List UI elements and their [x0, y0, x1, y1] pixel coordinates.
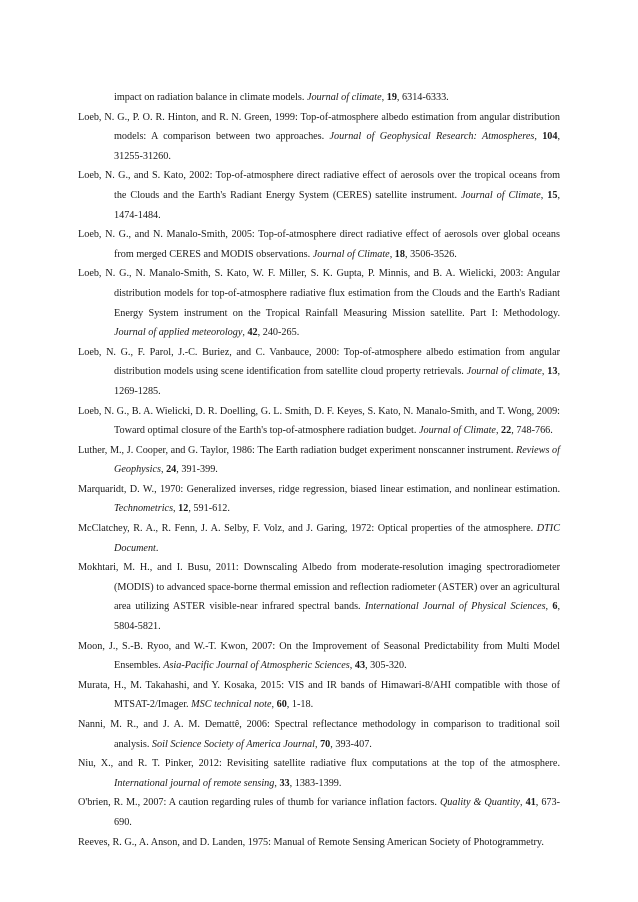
reference-text: Reeves, R. G., A. Anson, and D. Landen, 1975: Manual of Remote Sensing American Society of Photogrammetry.	[78, 836, 544, 848]
journal-name: Quality & Quantity	[439, 797, 521, 809]
page-range: , 591-612.	[188, 503, 230, 515]
reference-text: O'brien, R. M., 2007: A caution regarding rules of thumb for variance inflation factors.	[78, 797, 440, 809]
page-range: , 1474-1484.	[114, 189, 561, 221]
volume-number: 41	[525, 797, 536, 809]
page-range: , 31255-31260.	[114, 131, 561, 162]
page-range: , 1269-1285.	[114, 366, 561, 397]
journal-name: Asia-Pacific Journal of Atmospheric Sciences	[163, 660, 350, 672]
page-range: , 240-265.	[257, 327, 300, 339]
journal-name: Journal of Geophysical Research: Atmospheres	[329, 131, 535, 143]
reference-entry: Loeb, N. G., and N. Manalo-Smith, 2005: Top-of-atmosphere direct radiative effect of aerosols over global oceans from merged CERES and MODIS observations. Journal of Climate, 18, 3506-3526.	[78, 229, 560, 260]
reference-text: Loeb, N. G., F. Parol, J.-C. Buriez, and C. Vanbauce, 2000: Top-of-atmosphere albedo estimation from angular distribution models using scene identification from satellite cloud property retrievals.	[78, 346, 560, 378]
reference-text: Niu, X., and R. T. Pinker, 2012: Revisiting satellite radiative flux computations at the top of the atmosphere.	[78, 758, 560, 770]
reference-text: Loeb, N. G., N. Manalo-Smith, S. Kato, W. F. Miller, S. K. Gupta, P. Minnis, and B. A. Wielicki, 2003: Angular distribution models for top-of-atmosphere radiative flux estimation from the Clouds and the Earth's Radiant Energy System instrument on the Tropical Rainfall Measuring Mission satellite. Part I: Methodology.	[78, 268, 560, 319]
reference-text: Murata, H., M. Takahashi, and Y. Kosaka, 2015: VIS and IR bands of Himawari-8/AHI compatible with those of MTSAT-2/Imager.	[78, 679, 560, 711]
reference-text: Loeb, N. G., B. A. Wielicki, D. R. Doelling, G. L. Smith, D. F. Keyes, S. Kato, N. Manalo-Smith, and T. Wong, 2009: Toward optimal closure of the Earth's top-of-atmosphere radiation budget.	[78, 405, 560, 437]
volume-number: 18	[394, 248, 405, 260]
reference-entry	[78, 519, 560, 558]
journal-name: Technometrics	[114, 503, 174, 515]
reference-entry: Mokhtari, M. H., and I. Busu, 2011: Downscaling Albedo from moderate-resolution imaging spectroradiometer (MODIS) to advanced space-borne thermal emission and reflection radiometer (ASTER) over an agricultural area utilizing ASTER visible-near infrared spectral bands. International Journal of Physical Sciences, 6, 5804-5821.	[78, 562, 561, 633]
volume-number: 104	[542, 131, 558, 143]
reference-text: Mokhtari, M. H., and I. Busu, 2011: Downscaling Albedo from moderate-resolution imaging spectroradiometer (MODIS) to advanced space-borne thermal emission and reflection radiometer (ASTER) over an agricultural area utilizing ASTER visible-near infrared spectral bands.	[78, 562, 560, 613]
volume-number: 24	[166, 464, 177, 476]
journal-name: Journal of Climate	[461, 189, 541, 201]
volume-number: 33	[279, 777, 290, 789]
reference-text: Nanni, M. R., and J. A. M. Demattê, 2006: Spectral reflectance methodology in comparison to traditional soil analysis.	[78, 719, 560, 750]
page-range: , 305-320.	[365, 660, 407, 672]
journal-name: MSC technical note	[191, 699, 272, 711]
journal-name: Journal of Climate	[312, 248, 390, 260]
volume-number: 60	[276, 699, 287, 711]
reference-entry: Loeb, N. G., P. O. R. Hinton, and R. N. Green, 1999: Top-of-atmosphere albedo estimation from angular distribution models: A comparison between two approaches. Journal of Geophysical Research: Atmospheres, 104, 31255-31260.	[78, 111, 561, 162]
reference-entry: Nanni, M. R., and J. A. M. Demattê, 2006: Spectral reflectance methodology in comparison to traditional soil analysis. Soil Science Society of America Journal, 70, 393-407.	[78, 719, 560, 750]
reference-entry: Moon, J., S.-B. Ryoo, and W.-T. Kwon, 2007: On the Improvement of Seasonal Predictability from Multi Model Ensembles. Asia-Pacific Journal of Atmospheric Sciences, 43, 305-320.	[78, 640, 560, 672]
volume-number: 6	[552, 601, 558, 613]
reference-list	[78, 88, 560, 852]
reference-text: impact on radiation balance in climate models.	[114, 92, 307, 103]
page-range: , 748-766.	[511, 425, 553, 437]
reference-text: Marquaridt, D. W., 1970: Generalized inverses, ridge regression, biased linear estimation, and nonlinear estimation.	[78, 483, 560, 495]
page-range: , 391-399.	[176, 464, 218, 476]
reference-entry	[78, 833, 560, 853]
reference-entry: Loeb, N. G., B. A. Wielicki, D. R. Doelling, G. L. Smith, D. F. Keyes, S. Kato, N. Manalo-Smith, and T. Wong, 2009: Toward optimal closure of the Earth's top-of-atmosphere radiation budget. Journal of Climate, 22, 748-766.	[78, 405, 560, 437]
reference-entry: impact on radiation balance in climate models. Journal of climate, 19, 6314-6333.	[114, 92, 449, 103]
volume-number: 15	[547, 189, 558, 201]
reference-text: Loeb, N. G., P. O. R. Hinton, and R. N. Green, 1999: Top-of-atmosphere albedo estimation from angular distribution models: A comparison between two approaches.	[78, 111, 560, 143]
journal-name: International journal of remote sensing	[114, 777, 275, 789]
journal-name: Journal of climate	[466, 366, 542, 378]
page-range: , 6314-6333.	[396, 92, 449, 103]
volume-number: 22	[501, 425, 512, 437]
journal-name: Journal of climate	[306, 92, 382, 103]
volume-number: 42	[247, 327, 258, 339]
reference-text: Luther, M., J. Cooper, and G. Taylor, 1986: The Earth radiation budget experiment nonscanner instrument.	[78, 444, 517, 456]
volume-number: 19	[386, 92, 397, 103]
journal-name: Journal of Climate	[418, 425, 496, 437]
page-range: , 1383-1399.	[289, 777, 342, 789]
reference-entry: Marquaridt, D. W., 1970: Generalized inverses, ridge regression, biased linear estimation, and nonlinear estimation. Technometrics, 12, 591-612.	[78, 483, 560, 515]
reference-text: Loeb, N. G., and S. Kato, 2002: Top-of-atmosphere direct radiative effect of aerosols over the tropical oceans from the Clouds and the Earth's Radiant Energy System (CERES) satellite instrument.	[78, 170, 560, 201]
reference-text: McClatchey, R. A., R. Fenn, J. A. Selby, F. Volz, and J. Garing, 1972: Optical properties of the atmosphere.	[78, 523, 537, 535]
volume-number: 12	[178, 503, 189, 515]
journal-name: Soil Science Society of America Journal	[151, 738, 315, 750]
volume-number: 13	[547, 366, 558, 378]
page-range: , 1-18.	[286, 699, 314, 711]
reference-entry: Loeb, N. G., N. Manalo-Smith, S. Kato, W. F. Miller, S. K. Gupta, P. Minnis, and B. A. Wielicki, 2003: Angular distribution models for top-of-atmosphere radiative flux estimation from the Clouds and the Earth's Radiant Energy System instrument on the Tropical Rainfall Measuring Mission satellite. Part I: Methodology. Journal of applied meteorology, 42, 240-265.	[78, 268, 560, 339]
reference-entry: O'brien, R. M., 2007: A caution regarding rules of thumb for variance inflation factors. Quality & Quantity, 41, 673-690.	[78, 797, 560, 828]
reference-text: Moon, J., S.-B. Ryoo, and W.-T. Kwon, 2007: On the Improvement of Seasonal Predictability from Multi Model Ensembles.	[78, 640, 560, 672]
reference-text: Loeb, N. G., and N. Manalo-Smith, 2005: Top-of-atmosphere direct radiative effect of aerosols over global oceans from merged CERES and MODIS observations.	[78, 229, 560, 260]
page-range: , 393-407.	[330, 738, 372, 750]
volume-number: 70	[320, 738, 331, 750]
page-range: , 3506-3526.	[404, 248, 457, 260]
reference-entry: Murata, H., M. Takahashi, and Y. Kosaka, 2015: VIS and IR bands of Himawari-8/AHI compatible with those of MTSAT-2/Imager. MSC technical note, 60, 1-18.	[78, 679, 560, 711]
journal-name: DTIC Document	[114, 523, 560, 554]
reference-entry: Niu, X., and R. T. Pinker, 2012: Revisiting satellite radiative flux computations at the top of the atmosphere. International journal of remote sensing, 33, 1383-1399.	[78, 758, 560, 789]
reference-entry: Loeb, N. G., and S. Kato, 2002: Top-of-atmosphere direct radiative effect of aerosols over the tropical oceans from the Clouds and the Earth's Radiant Energy System (CERES) satellite instrument. Journal of Climate, 15, 1474-1484.	[78, 170, 561, 221]
page-range: , 673-690.	[114, 797, 560, 828]
reference-entry: Luther, M., J. Cooper, and G. Taylor, 1986: The Earth radiation budget experiment nonscanner instrument. Reviews of Geophysics, 24, 391-399.	[78, 444, 560, 476]
page-range: .	[155, 542, 159, 554]
journal-name: Reviews of Geophysics	[114, 444, 560, 476]
journal-name: Journal of applied meteorology	[114, 327, 243, 339]
volume-number: 43	[354, 660, 366, 672]
journal-name: International Journal of Physical Sciences	[364, 601, 546, 613]
page-range: , 5804-5821.	[114, 601, 561, 633]
reference-entry: Loeb, N. G., F. Parol, J.-C. Buriez, and C. Vanbauce, 2000: Top-of-atmosphere albedo estimation from angular distribution models using scene identification from satellite cloud property retrievals. Journal of climate, 13, 1269-1285.	[78, 346, 561, 397]
